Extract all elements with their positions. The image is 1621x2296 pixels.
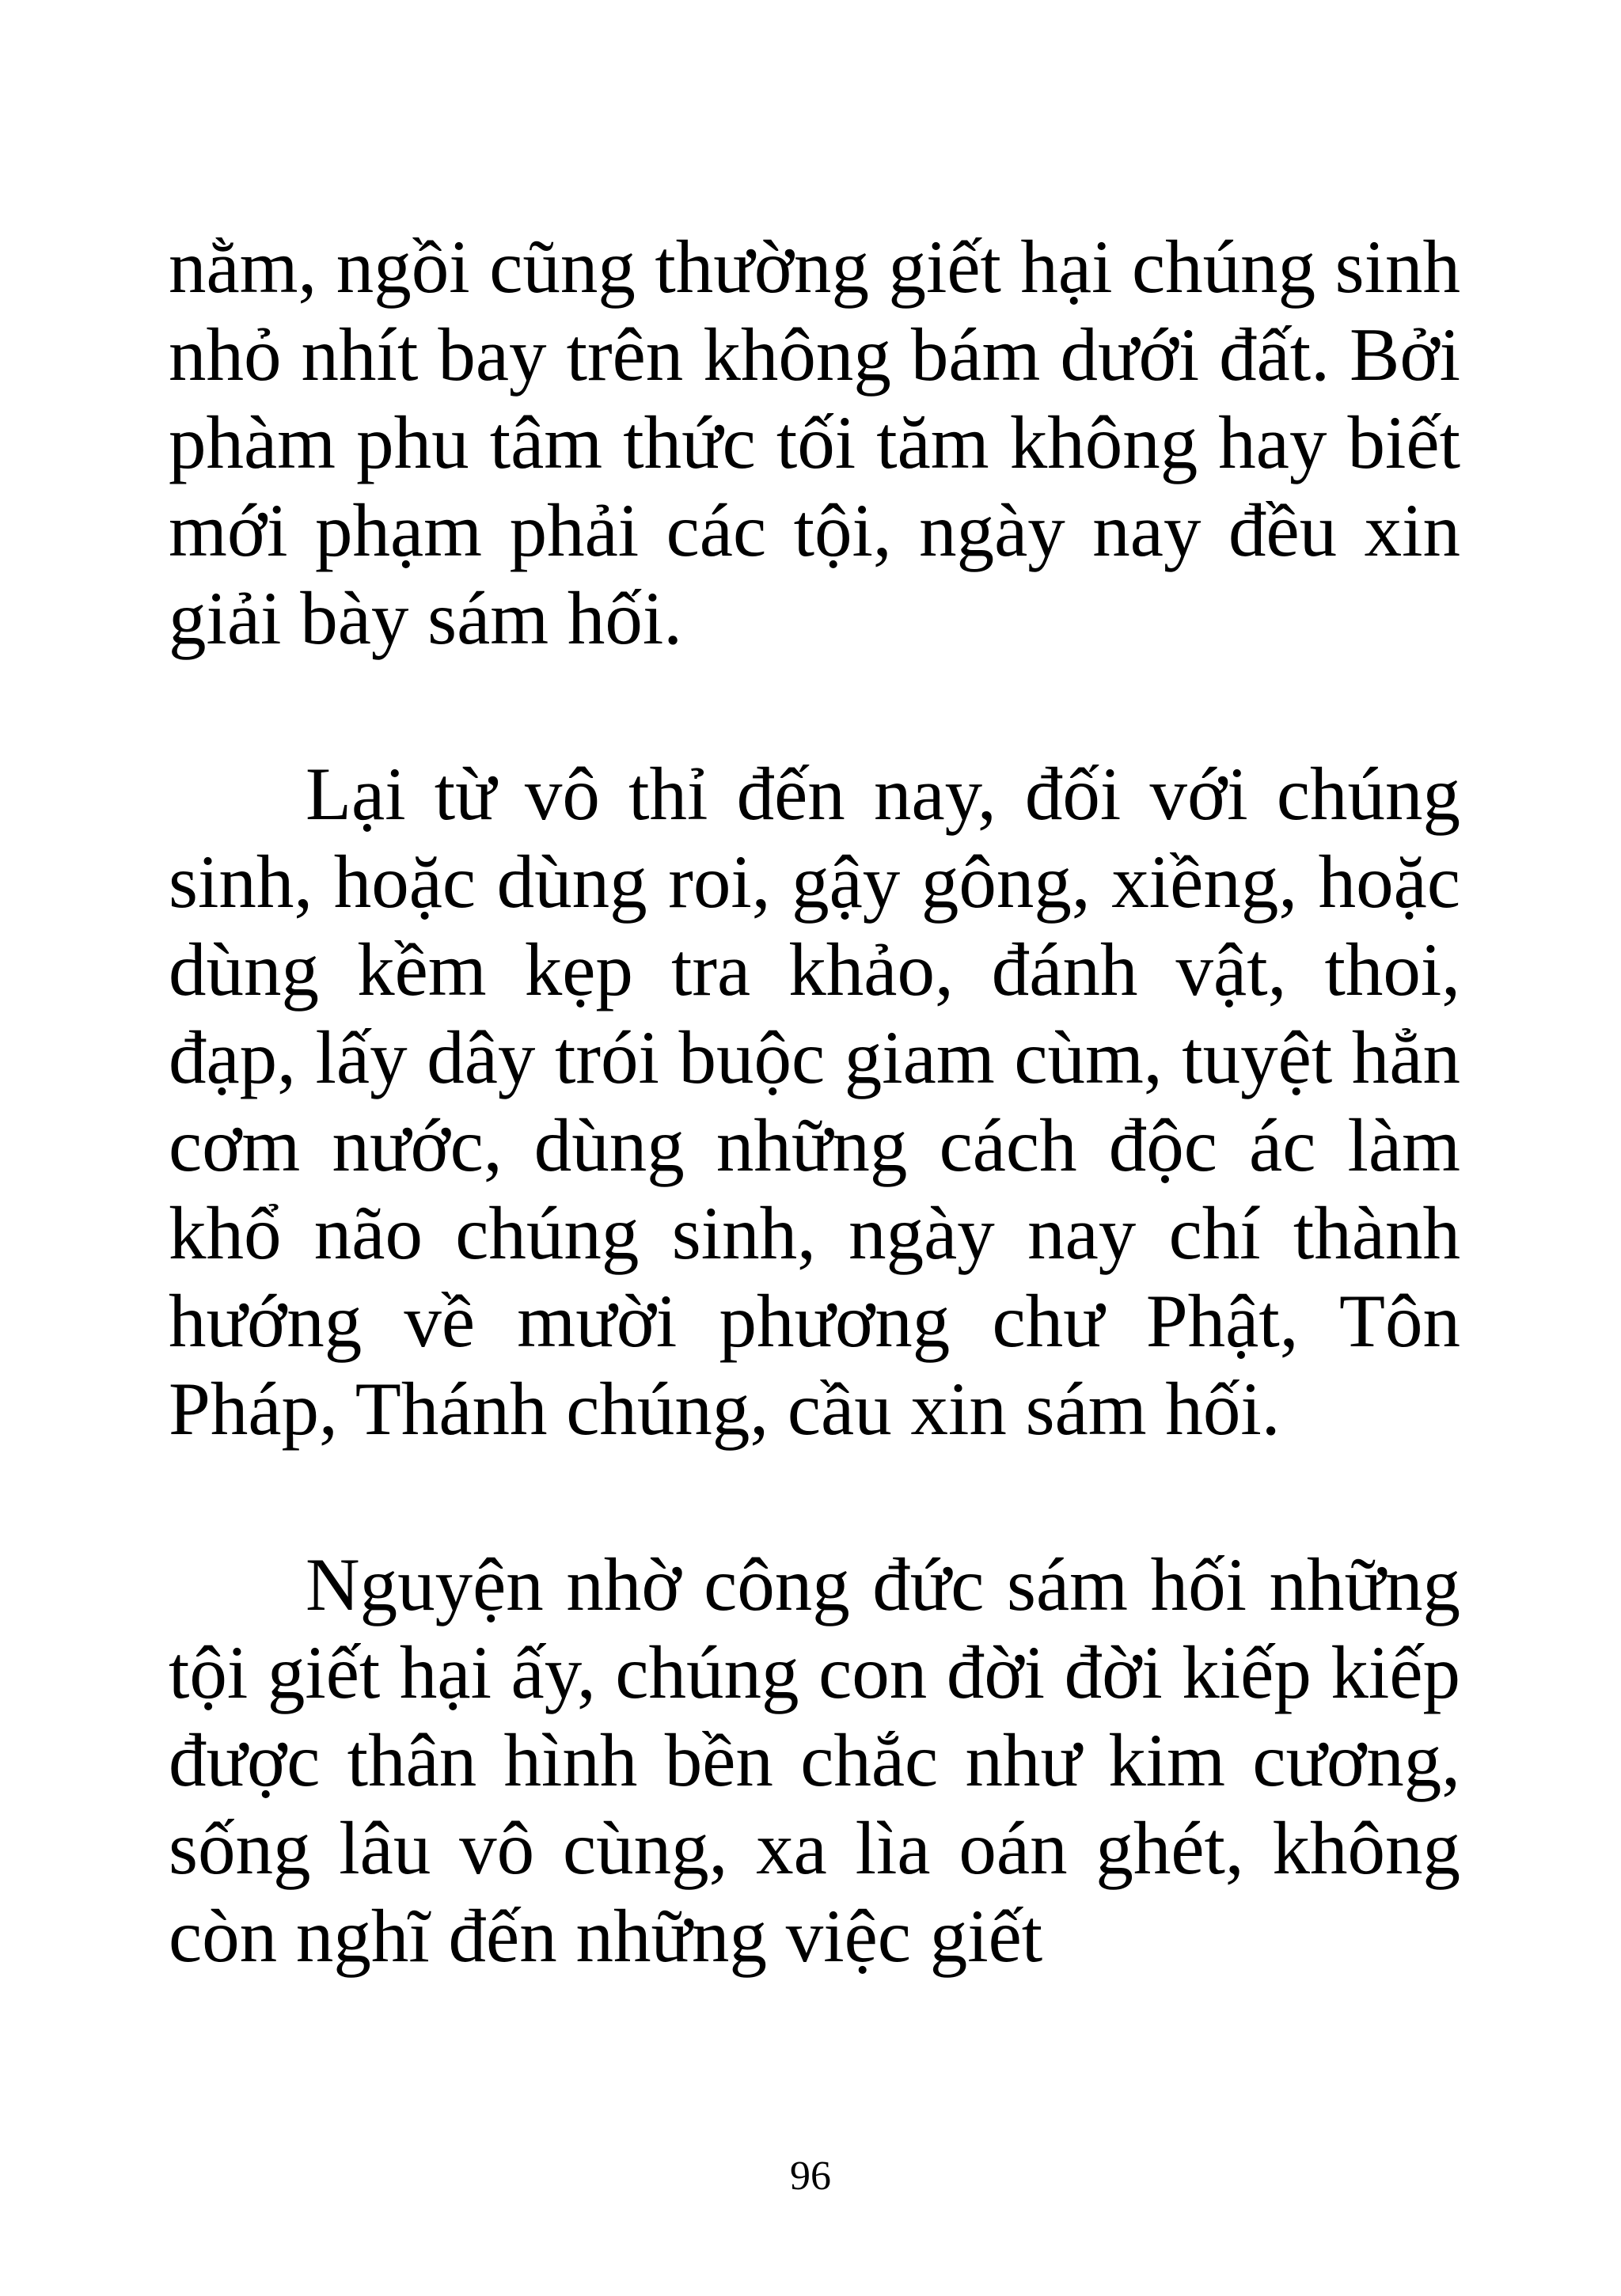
body-text: [169, 223, 1460, 1980]
paragraph-confession: Lại từ vô thỉ đến nay, đối với chúng sinh, hoặc dùng roi, gậy gông, xiềng, hoặc dùng kềm kẹp tra khảo, đánh vật, thoi, đạp, lấy dây trói buộc giam cùm, tuyệt hẳn cơm nước, dùng những cách độc ác làm khổ não chúng sinh, ngày nay chí thành hướng về mười phương chư Phật, Tôn Pháp, Thánh chúng, cầu xin sám hối.: [169, 752, 1460, 1451]
paragraph-vow: Nguyện nhờ công đức sám hối những tội giết hại ấy, chúng con đời đời kiếp kiếp được thân hình bền chắc như kim cương, sống lâu vô cùng, xa lìa oán ghét, không còn nghĩ đến những việc giết: [169, 1543, 1460, 1978]
page-number: 96: [790, 2154, 831, 2199]
paragraph-continuation: nằm, ngồi cũng thường giết hại chúng sinh nhỏ nhít bay trên không bám dưới đất. Bởi phàm phu tâm thức tối tăm không hay biết mới phạm phải các tội, ngày nay đều xin giải bày sám hối.: [169, 225, 1460, 660]
